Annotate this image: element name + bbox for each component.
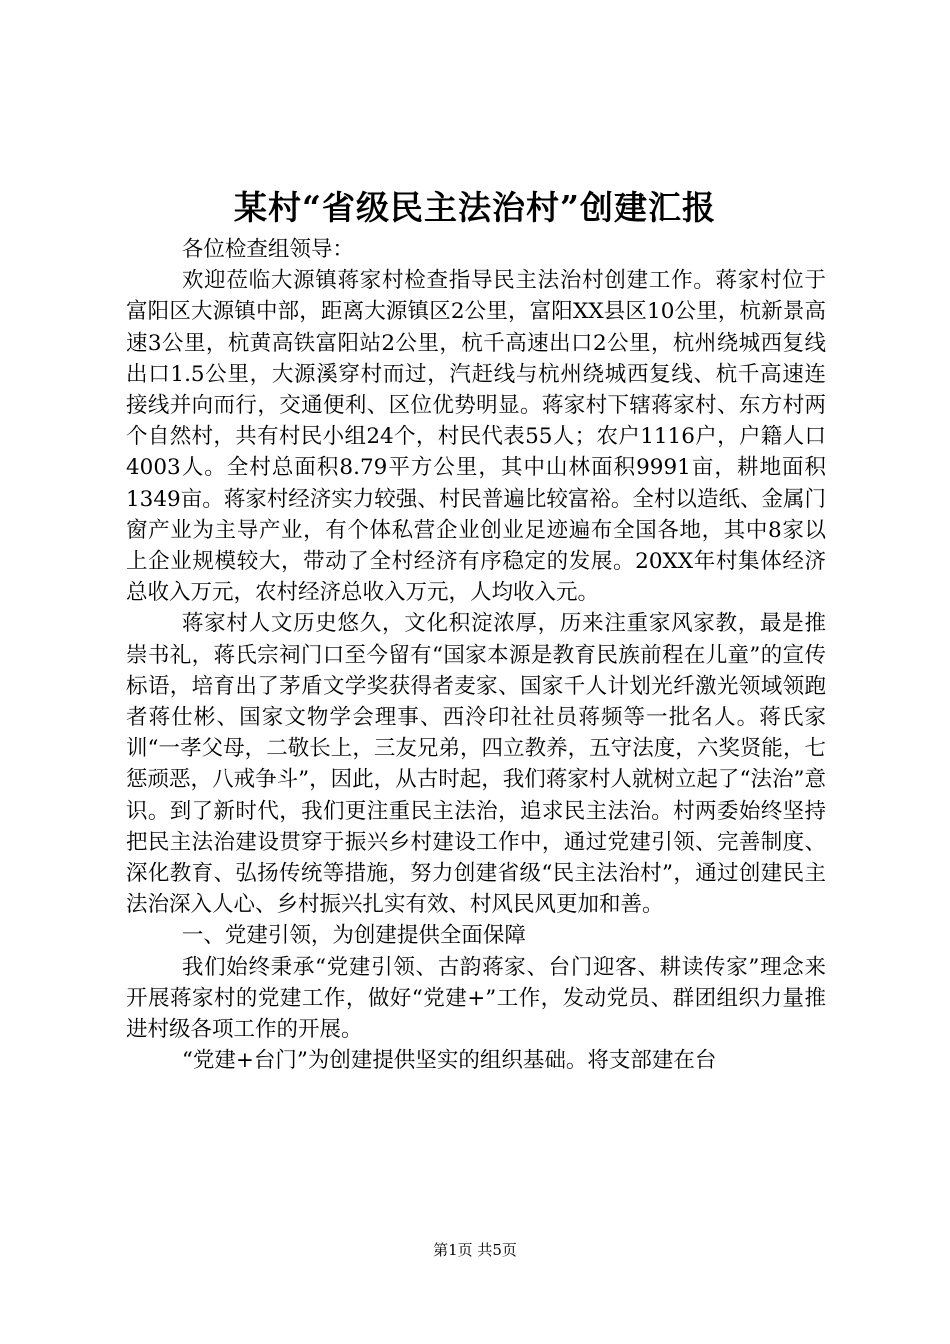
document-body	[126, 234, 826, 1076]
paragraph-history: 蒋家村人文历史悠久，文化积淀浓厚，历来注重家风家教，最是推崇书礼，蒋氏宗祠门口至今留有“国家本源是教育民族前程在儿童”的宣传标语，培育出了茅盾文学奖获得者麦家、国家千人计划光纤激光领域领跑者蒋仕彬、国家文物学会理事、西泠印社社员蒋频等一批名人。蒋氏家训“一孝父母，二敬长上，三友兄弟，四立教养，五守法度，六奖贤能，七惩顽恶，八戒争斗”，因此，从古时起，我们蒋家村人就树立起了“法治”意识。到了新时代，我们更注重民主法治，追求民主法治。村两委始终坚持把民主法治建设贯穿于振兴乡村建设工作中，通过党建引领、完善制度、深化教育、弘扬传统等措施，努力创建省级“民主法治村”，通过创建民主法治深入人心、乡村振兴扎实有效、村风民风更加和善。	[126, 611, 826, 918]
paragraph-party-taimen: “党建+台门”为创建提供坚实的组织基础。将支部建在台	[181, 1048, 717, 1074]
document-title: 某村“省级民主法治村”创建汇报	[234, 188, 716, 227]
paragraph-party-building: 我们始终秉承“党建引领、古韵蒋家、台门迎客、耕读传家”理念来开展蒋家村的党建工作，做好“党建+”工作，发动党员、群团组织力量推进村级各项工作的开展。	[126, 954, 826, 1043]
page-footer: 第1页 共5页	[433, 1241, 517, 1259]
paragraph-intro: 欢迎莅临大源镇蒋家村检查指导民主法治村创建工作。蒋家村位于富阳区大源镇中部，距离大源镇区2公里，富阳XX县区10公里，杭新景高速3公里，杭黄高铁富阳站2公里，杭千高速出口2公里，杭州绕城西复线出口1.5公里，大源溪穿村而过，汽赶线与杭州绕城西复线、杭千高速连接线并向而行，交通便利、区位优势明显。蒋家村下辖蒋家村、东方村两个自然村，共有村民小组24个，村民代表55人；农户1116户，户籍人口4003人。全村总面积8.79平方公里，其中山林面积9991亩，耕地面积1349亩。蒋家村经济实力较强、村民普遍比较富裕。全村以造纸、金属门窗产业为主导产业，有个体私营企业创业足迹遍布全国各地，其中8家以上企业规模较大，带动了全村经济有序稳定的发展。20XX年村集体经济总收入万元，农村经济总收入万元，人均收入元。	[126, 268, 826, 606]
section-heading-party-building: 一、党建引领，为创建提供全面保障	[181, 923, 526, 949]
salutation: 各位检查组领导：	[181, 237, 354, 262]
